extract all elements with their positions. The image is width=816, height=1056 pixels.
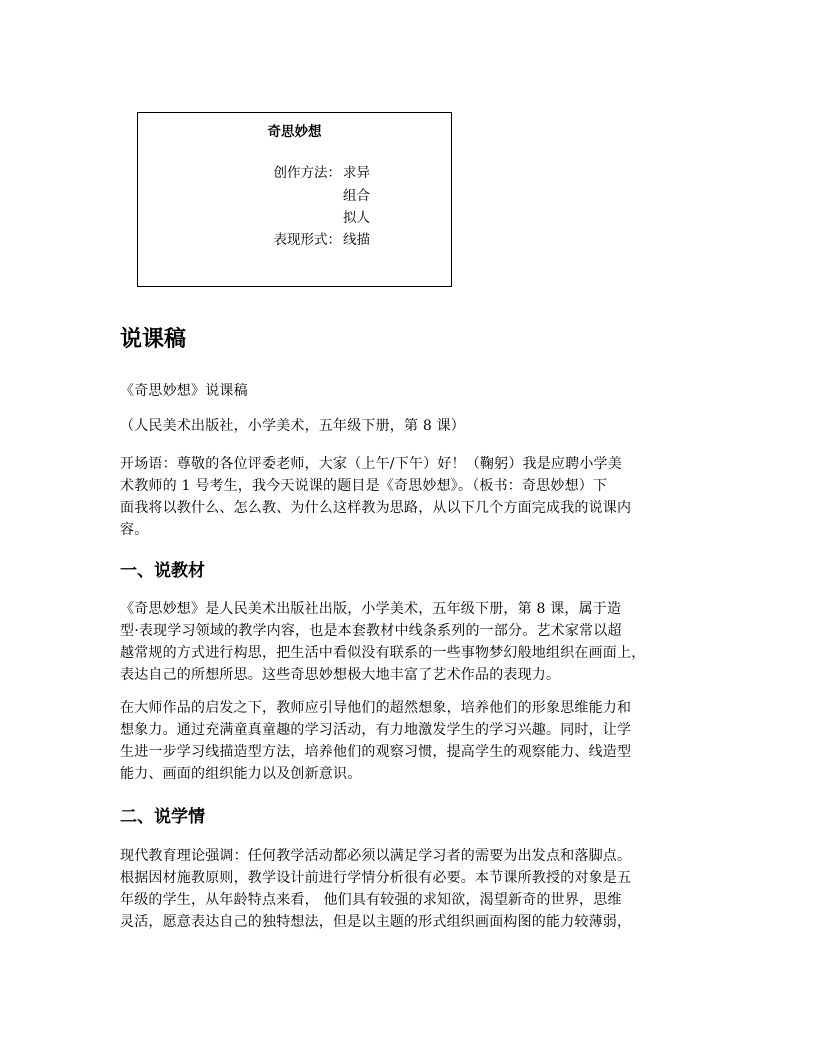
paragraph-line: 越常规的方式进行构思，把生活中看似没有联系的一些事物梦幻般地组织在画面上， xyxy=(120,645,646,661)
board-method-value-3: 拟人 xyxy=(343,210,370,226)
textbook-paragraph-2 xyxy=(120,697,700,785)
paragraph-line: 面我将以教什么、怎么教、为什么这样教为思路，从以下几个方面完成我的说课内 xyxy=(120,500,632,516)
paragraph-line: 根据因材施教原则，教学设计前进行学情分析很有必要。本节课所教授的对象是五 xyxy=(120,870,632,886)
document-title: 说课稿 xyxy=(120,327,187,352)
board-title: 奇思妙想 xyxy=(267,124,322,140)
section-heading-textbook: 一、说教材 xyxy=(120,561,205,581)
subtitle-line: 《奇思妙想》说课稿 xyxy=(120,383,248,399)
board-method-label: 创作方法： xyxy=(273,165,341,181)
paragraph-line: 生进一步学习线描造型方法，培养他们的观察习惯，提高学生的观察能力、线造型 xyxy=(120,744,632,760)
document-source xyxy=(120,415,700,437)
blackboard-box xyxy=(137,112,452,287)
source-line: （人民美术出版社，小学美术，五年级下册，第 8 课） xyxy=(120,418,466,434)
paragraph-line: 表达自己的所想所思。这些奇思妙想极大地丰富了艺术作品的表现力。 xyxy=(120,667,561,683)
section-heading-students: 二、说学情 xyxy=(120,807,205,827)
paragraph-line: 《奇思妙想》是人民美术出版社出版，小学美术，五年级下册，第 8 课，属于造 xyxy=(120,601,622,617)
paragraph-line: 想象力。通过充满童真童趣的学习活动，有力地激发学生的学习兴趣。同时，让学 xyxy=(120,722,632,738)
paragraph-line: 在大师作品的启发之下，教师应引导他们的超然想象，培养他们的形象思维能力和 xyxy=(120,700,632,716)
board-method-value-2: 组合 xyxy=(343,188,370,204)
paragraph-line: 术教师的 1 号考生，我今天说课的题目是《奇思妙想》。（板书：奇思妙想）下 xyxy=(120,478,608,494)
document-subtitle xyxy=(120,380,700,402)
paragraph-line: 开场语：尊敬的各位评委老师，大家（上午/下午）好！（鞠躬）我是应聘小学美 xyxy=(120,456,622,472)
paragraph-line: 容。 xyxy=(120,522,149,538)
textbook-paragraph-1 xyxy=(120,598,700,686)
board-form-label: 表现形式： xyxy=(273,232,341,248)
paragraph-line: 年级的学生，从年龄特点来看， 他们具有较强的求知欲，渴望新奇的世界，思维 xyxy=(120,892,622,908)
paragraph-line: 型·表现学习领域的教学内容，也是本套教材中线条系列的一部分。艺术家常以超 xyxy=(120,623,622,639)
paragraph-line: 灵活，愿意表达自己的独特想法，但是以主题的形式组织画面构图的能力较薄弱， xyxy=(120,914,632,930)
opening-paragraph xyxy=(120,453,700,541)
board-method-value-1: 求异 xyxy=(343,165,370,181)
students-paragraph-1 xyxy=(120,845,700,933)
paragraph-line: 现代教育理论强调：任何教学活动都必须以满足学习者的需要为出发点和落脚点。 xyxy=(120,848,632,864)
board-form-value: 线描 xyxy=(343,232,370,248)
paragraph-line: 能力、画面的组织能力以及创新意识。 xyxy=(120,766,362,782)
